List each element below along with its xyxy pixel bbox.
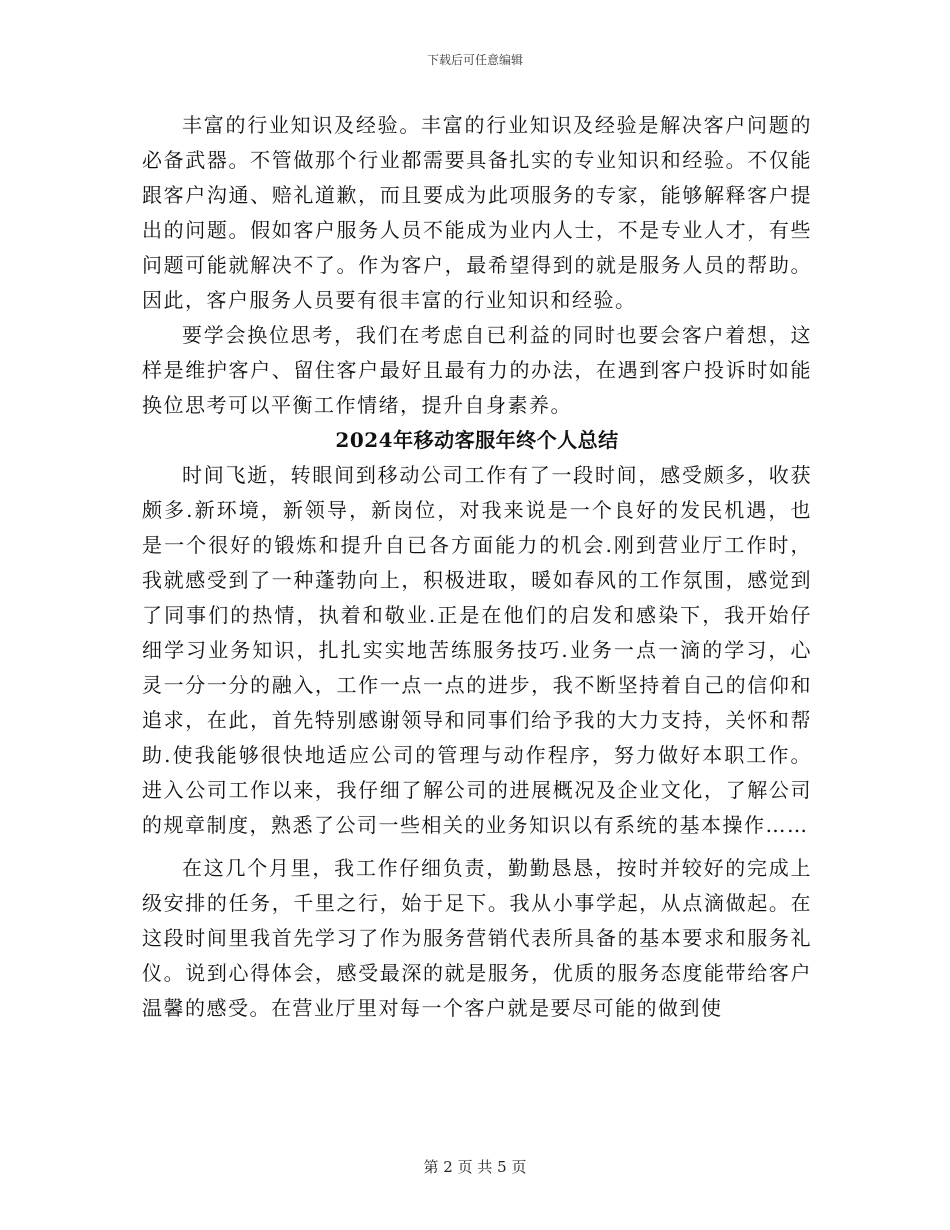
body-paragraph-3: 时间飞逝，转眼间到移动公司工作有了一段时间，感受颇多，收获颇多.新环境，新领导，新岗位，对我来说是一个良好的发民机遇，也是一个很好的锻炼和提升自已各方面能力的机会.刚到营业厅工作时，我就感受到了一种蓬勃向上，积极进取，暖如春风的工作氛围，感觉到了同事们的热情，执着和敬业.正是在他们的启发和感染下，我开始仔细学习业务知识，扎扎实实地苦练服务技巧.业务一点一滴的学习，心灵一分一分的融入，工作一点一点的进步，我不断坚持着自己的信仰和追求，在此，首先特别感谢领导和同事们给予我的大力支持，关怀和帮助.使我能够很快地适应公司的管理与动作程序，努力做好本职工作。进入公司工作以来，我仔细了解公司的进展概况及企业文化，了解公司的规章制度，熟悉了公司一些相关的业务知识以有系统的基本操作…… xyxy=(142,463,812,837)
document-body xyxy=(142,108,812,1026)
page-header: 下载后可任意编辑 xyxy=(426,53,523,67)
body-paragraph-1: 丰富的行业知识及经验。丰富的行业知识及经验是解决客户问题的必备武器。不管做那个行业都需要具备扎实的专业知识和经验。不仅能跟客户沟通、赔礼道歉，而且要成为此项服务的专家，能够解释客户提出的问题。假如客户服务人员不能成为业内人士，不是专业人才，有些问题可能就解决不了。作为客户，最希望得到的就是服务人员的帮助。因此，客户服务人员要有很丰富的行业知识和经验。 xyxy=(142,113,812,312)
section-title: 2024年移动客服年终个人总结 xyxy=(335,428,619,452)
page-footer: 第 2 页 共 5 页 xyxy=(423,1158,527,1176)
body-paragraph-2: 要学会换位思考，我们在考虑自已利益的同时也要会客户着想，这样是维护客户、留住客户最好且最有力的办法，在遇到客户投诉时如能换位思考可以平衡工作情绪，提升自身素养。 xyxy=(142,323,812,417)
body-paragraph-4: 在这几个月里，我工作仔细负责，勤勤恳恳，按时并较好的完成上级安排的任务，千里之行，始于足下。我从小事学起，从点滴做起。在这段时间里我首先学习了作为服务营销代表所具备的基本要求和服务礼仪。说到心得体会，感受最深的就是服务，优质的服务态度能带给客户温馨的感受。在营业厅里对每一个客户就是要尽可能的做到使 xyxy=(142,856,812,1020)
